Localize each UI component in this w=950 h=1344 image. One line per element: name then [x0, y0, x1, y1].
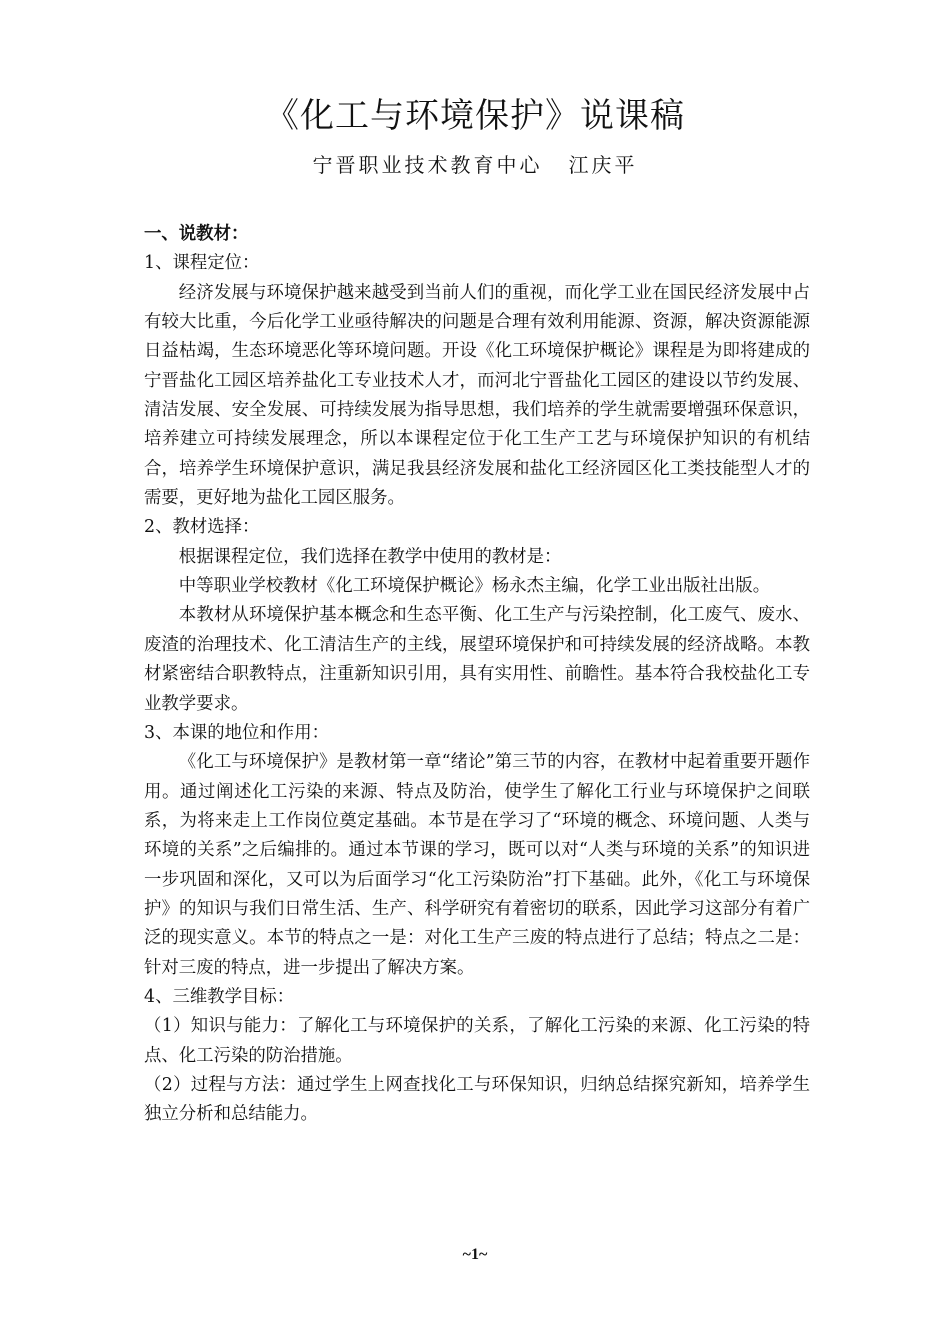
list-item-goal-knowledge: （1）知识与能力：了解化工与环境保护的关系，了解化工污染的来源、化工污染的特点、化工污染的防治措施。: [144, 1016, 810, 1066]
list-item-goal-process: （2）过程与方法：通过学生上网查找化工与环保知识，归纳总结探究新知，培养学生独立分析和总结能力。: [144, 1074, 810, 1125]
author-organization: 宁晋职业技术教育中心: [312, 153, 543, 177]
paragraph-textbook-choice-intro: 根据课程定位，我们选择在教学中使用的教材是：: [178, 546, 562, 567]
paragraph-textbook-description: 本教材从环境保护基本概念和生态平衡、化工生产与污染控制，化工废气、废水、废渣的治理技术、化工清洁生产的主线，展望环境保护和可持续发展的经济战略。本教材紧密结合职教特点，注重新知识引用，具有实用性、前瞻性。基本符合我校盐化工专业教学要求。: [144, 605, 810, 714]
page-number: ~1~: [462, 1246, 488, 1263]
subsection-heading-textbook-choice: 2、教材选择：: [144, 517, 260, 538]
paragraph-textbook-citation: 中等职业学校教材《化工环境保护概论》杨永杰主编，化学工业出版社出版。: [178, 576, 771, 597]
paragraph-lesson-role: 《化工与环境保护》是教材第一章“绪论”第三节的内容，在教材中起着重要开题作用。通过阐述化工污染的来源、特点及防治，使学生了解化工行业与环境保护之间联系，为将来走上工作岗位奠定基础。本节是在学习了“环境的概念、环境问题、人类与环境的关系”之后编排的。通过本节课的学习，既可以对“人类与环境的关系”的知识进一步巩固和深化，又可以为后面学习“化工污染防治”打下基础。此外，《化工与环境保护》的知识与我们日常生活、生产、科学研究有着密切的联系，因此学习这部分有着广泛的现实意义。本节的特点之一是：对化工生产三废的特点进行了总结；特点之二是：针对三废的特点，进一步提出了解决方案。: [144, 752, 810, 978]
subsection-heading-course-position: 1、课程定位：: [144, 253, 260, 274]
section-heading-textbook: 一、说教材：: [144, 224, 249, 244]
document-body: [144, 220, 810, 1130]
subsection-heading-teaching-goals: 4、三维教学目标：: [144, 986, 295, 1007]
document-title: 《化工与环境保护》说课稿: [265, 96, 685, 136]
subsection-heading-lesson-role: 3、本课的地位和作用：: [144, 722, 329, 743]
author-line: [0, 150, 950, 180]
author-name: 江庆平: [568, 153, 638, 177]
paragraph-course-position: 经济发展与环境保护越来越受到当前人们的重视，而化学工业在国民经济发展中占有较大比重，今后化学工业亟待解决的问题是合理有效利用能源、资源，解决资源能源日益枯竭，生态环境恶化等环境问题。开设《化工环境保护概论》课程是为即将建成的宁晋盐化工园区培养盐化工专业技术人才，而河北宁晋盐化工园区的建设以节约发展、清洁发展、安全发展、可持续发展为指导思想，我们培养的学生就需要增强环保意识，培养建立可持续发展理念，所以本课程定位于化工生产工艺与环境保护知识的有机结合，培养学生环境保护意识，满足我县经济发展和盐化工经济园区化工类技能型人才的需要，更好地为盐化工园区服务。: [144, 282, 810, 509]
